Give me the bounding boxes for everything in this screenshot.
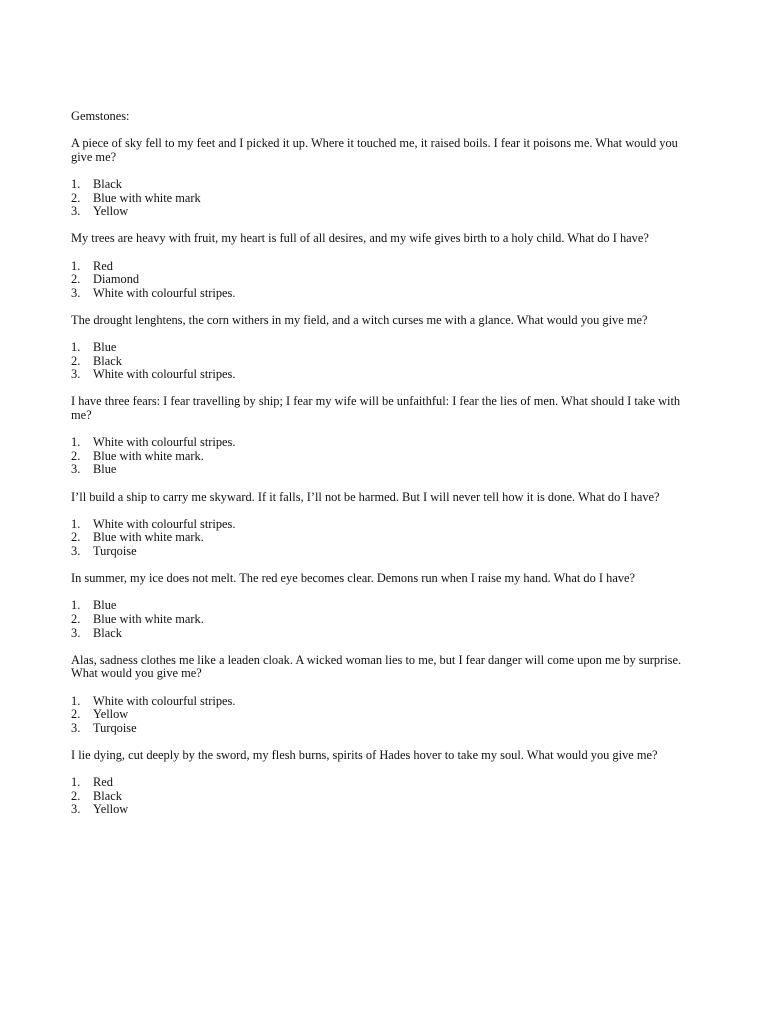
option-label: Black — [93, 176, 122, 191]
option-label: Black — [93, 625, 122, 640]
option-label: Blue with white mark. — [93, 448, 204, 463]
option-item — [71, 722, 691, 736]
question-block — [71, 395, 691, 477]
option-label: Red — [93, 258, 113, 273]
question-text: The drought lenghtens, the corn withers in my field, and a witch curses me with a glance. What would you give me? — [71, 312, 648, 327]
question-block — [71, 314, 691, 382]
option-number: 2. — [71, 611, 81, 626]
option-number: 2. — [71, 190, 81, 205]
option-list — [71, 178, 691, 219]
option-item — [71, 205, 691, 219]
option-item — [71, 355, 691, 369]
option-label: White with colourful stripes. — [93, 693, 236, 708]
option-number: 3. — [71, 720, 81, 735]
option-label: Diamond — [93, 272, 140, 287]
option-number: 3. — [71, 802, 81, 817]
question-text: I have three fears: I fear travelling by ship; I fear my wife will be unfaithful: I fear the lies of men. What should I take with me? — [71, 394, 681, 423]
option-item — [71, 708, 691, 722]
option-label: Yellow — [93, 802, 129, 817]
option-item — [71, 545, 691, 559]
option-number: 1. — [71, 775, 81, 790]
option-item — [71, 776, 691, 790]
question-text: A piece of sky fell to my feet and I picked it up. Where it touched me, it raised boils. I fear it poisons me. What would you give me? — [71, 136, 678, 164]
option-list — [71, 518, 691, 559]
question-block — [71, 491, 691, 559]
option-item — [71, 627, 691, 641]
option-label: White with colourful stripes. — [93, 435, 236, 450]
option-list — [71, 341, 691, 382]
option-item — [71, 531, 691, 545]
question-block — [71, 572, 691, 640]
option-number: 1. — [71, 340, 81, 355]
option-number: 3. — [71, 625, 81, 640]
option-item — [71, 613, 691, 627]
option-label: Blue with white mark. — [93, 611, 204, 626]
option-label: Blue with white mark — [93, 190, 201, 205]
document-page — [71, 110, 691, 830]
option-number: 2. — [71, 707, 81, 722]
option-label: Turqoise — [93, 544, 137, 558]
option-label: Blue — [93, 462, 117, 477]
option-label: Yellow — [93, 707, 129, 722]
option-item — [71, 260, 691, 274]
option-list — [71, 599, 691, 640]
question-block — [71, 232, 691, 300]
question-block — [71, 137, 691, 219]
option-number: 3. — [71, 367, 81, 382]
option-label: Black — [93, 788, 122, 803]
option-item — [71, 790, 691, 804]
option-list — [71, 695, 691, 736]
option-label: Blue with white mark. — [93, 530, 204, 545]
option-number: 3. — [71, 204, 81, 219]
option-list — [71, 260, 691, 301]
option-number: 2. — [71, 448, 81, 463]
option-list — [71, 436, 691, 477]
option-number: 1. — [71, 176, 81, 191]
question-text: I lie dying, cut deeply by the sword, my flesh burns, spirits of Hades hover to take my soul. What would you give me? — [71, 747, 658, 762]
option-number: 2. — [71, 272, 81, 287]
option-label: Blue — [93, 340, 117, 355]
question-block — [71, 654, 691, 736]
question-text: Alas, sadness clothes me like a leaden cloak. A wicked woman lies to me, but I fear danger will come upon me by surprise. What would you give me? — [71, 652, 682, 681]
option-number: 1. — [71, 598, 81, 613]
option-item — [71, 695, 691, 709]
option-number: 3. — [71, 462, 81, 477]
option-number: 1. — [71, 435, 81, 450]
option-item — [71, 436, 691, 450]
option-item — [71, 178, 691, 192]
option-label: White with colourful stripes. — [93, 367, 236, 382]
option-label: White with colourful stripes. — [93, 516, 236, 531]
option-item — [71, 518, 691, 532]
option-label: Turqoise — [93, 720, 137, 735]
option-number: 1. — [71, 516, 81, 531]
question-text: I’ll build a ship to carry me skyward. If it falls, I’ll not be harmed. But I will never tell how it is done. What do I have? — [71, 489, 660, 504]
option-item — [71, 803, 691, 817]
option-list — [71, 776, 691, 817]
option-label: Black — [93, 353, 122, 368]
option-item — [71, 341, 691, 355]
option-item — [71, 450, 691, 464]
option-number: 1. — [71, 258, 81, 273]
option-label: White with colourful stripes. — [93, 285, 236, 300]
question-text: In summer, my ice does not melt. The red eye becomes clear. Demons run when I raise my hand. What do I have? — [71, 571, 636, 586]
question-list — [71, 137, 691, 817]
option-number: 2. — [71, 530, 81, 545]
option-label: Yellow — [93, 204, 129, 219]
option-item — [71, 192, 691, 206]
document-title: Gemstones: — [71, 109, 130, 123]
option-item — [71, 287, 691, 301]
option-number: 2. — [71, 353, 81, 368]
option-label: Red — [93, 775, 113, 790]
option-number: 1. — [71, 693, 81, 708]
option-number: 3. — [71, 544, 81, 558]
option-number: 2. — [71, 788, 81, 803]
option-item — [71, 273, 691, 287]
option-item — [71, 599, 691, 613]
option-label: Blue — [93, 598, 117, 613]
option-item — [71, 368, 691, 382]
question-block — [71, 749, 691, 817]
question-text: My trees are heavy with fruit, my heart is full of all desires, and my wife gives birth to a holy child. What do I have? — [71, 231, 649, 246]
option-number: 3. — [71, 285, 81, 300]
option-item — [71, 463, 691, 477]
